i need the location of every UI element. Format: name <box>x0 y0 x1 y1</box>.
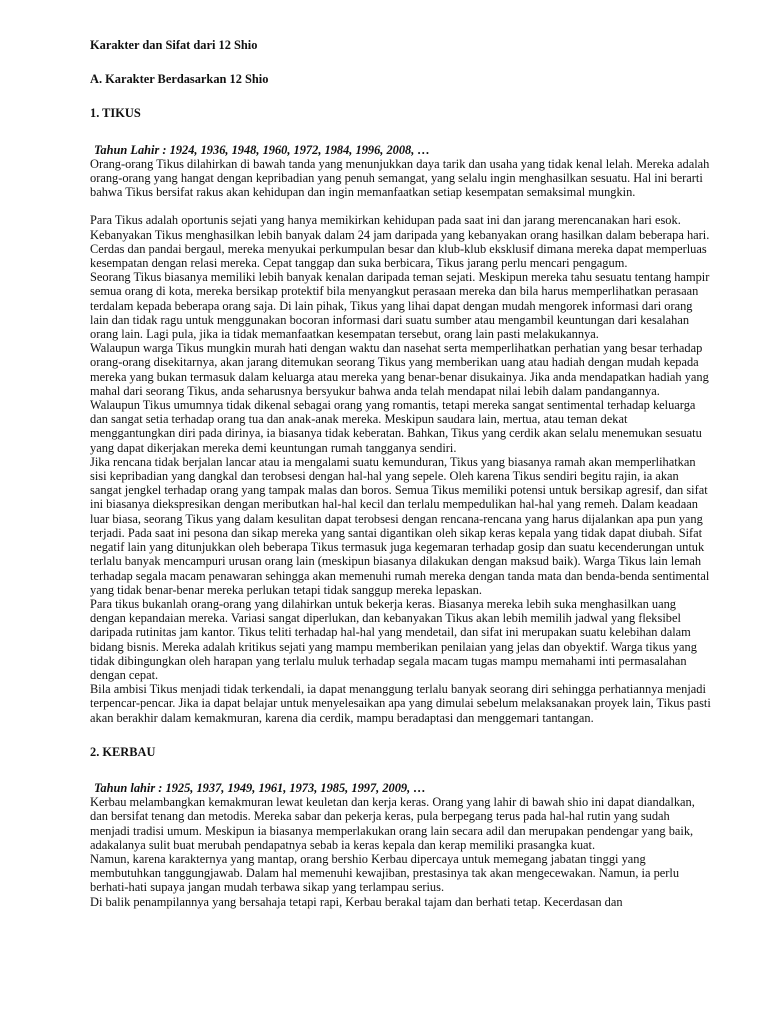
paragraph: Di balik penampilannya yang bersahaja tetapi rapi, Kerbau berakal tajam dan berhati tetap. Kecerdasan dan <box>90 894 623 909</box>
section-heading-tikus: 1. TIKUS <box>90 106 141 121</box>
paragraph: Jika rencana tidak berjalan lancar atau ia mengalami suatu kemunduran, Tikus yang biasanya ramah akan memperlihatkan sisi kepribadian yang dangkal dan terobsesi dengan hal-hal yang sepele. Oleh karena Tikus sendiri begitu rajin, ia akan sangat jengkel terhadap orang yang tampak malas dan boros. Semua Tikus memiliki potensi untuk bersikap agresif, dan sifat ini biasanya diekspresikan dengan meributkan hal-hal kecil dan terlalu mempedulikan hal-hal yang remeh. Dalam keadaan luar biasa, seorang Tikus yang dalam kesulitan dapat terobsesi dengan rencana-rencana yang harus dijalankan apa pun yang terjadi. Pada saat ini pesona dan sikap mereka yang santai digantikan oleh sikap keras kepala yang tidak dapat diubah. Sifat negatif lain yang ditunjukkan oleh beberapa Tikus termasuk juga kegemaran terhadap gosip dan suatu kecenderungan untuk terlalu banyak mencampuri urusan orang lain (meskipun biasanya dilakukan dengan maksud baik). Warga Tikus lain lemah terhadap segala macam penawaran sehingga akan memenuhi rumah mereka dengan tanda mata dan benda-benda sentimental yang tidak benar-benar mereka perlukan tetapi tidak sanggup mereka lepaskan. <box>90 454 710 597</box>
paragraph: Para Tikus adalah oportunis sejati yang hanya memikirkan kehidupan pada saat ini dan jarang merencanakan hari esok. Kebanyakan Tikus menghasilkan lebih banyak dalam 24 jam daripada yang kebanyakan orang hasilkan dalam beberapa hari. Cerdas dan pandai bergaul, mereka menyukai perkumpulan besar dan klub-klub eksklusif dimana mereka dapat memperluas kesempatan dengan relasi mereka. Cepat tanggap dan suka berbicara, Tikus jarang perlu mencari pengagum. <box>90 213 710 271</box>
paragraph: Para tikus bukanlah orang-orang yang dilahirkan untuk bekerja keras. Biasanya mereka lebih suka menghasilkan uang dengan kepandaian mereka. Variasi sangat diperlukan, dan kebanyakan Tikus akan lebih memilih jadwal yang fleksibel daripada rutinitas jam kantor. Tikus teliti terhadap hal-hal yang mendetail, dan sifat ini merupakan suatu kelebihan dalam bidang bisnis. Mereka adalah kritikus sejati yang mampu memberikan penilaian yang jelas dan obyektif. Warga tikus yang tidak dibingungkan oleh harapan yang terlalu muluk terhadap segala macam tugas mampu memahami inti permasalahan dengan cepat. <box>90 596 697 682</box>
paragraph: Seorang Tikus biasanya memiliki lebih banyak kenalan daripada teman sejati. Meskipun mereka tahu sesuatu tentang hampir semua orang di kota, mereka bersikap protektif bila menyangkut perasaan mereka dan bila harus memperlihatkan perasaan terdalam kepada beberapa orang saja. Di lain pihak, Tikus yang lihai dapat dengan mudah mengorek informasi dari orang lain dan tidak ragu untuk menggunakan bocoran informasi dari suatu sumber atau mengambil keuntungan dari kesalahan orang lain. Lagi pula, jika ia tidak memanfaatkan kesempatan tersebut, orang lain pasti melakukannya. <box>90 270 710 342</box>
section-heading-kerbau: 2. KERBAU <box>90 744 156 759</box>
paragraph: Orang-orang Tikus dilahirkan di bawah tanda yang menunjukkan daya tarik dan usaha yang tidak kenal lelah. Mereka adalah orang-orang yang hangat dengan kepribadian yang penuh semangat, yang selalu ingin menghasilkan sesuatu. Hal ini berarti bahwa Tikus bersifat rakus akan kehidupan dan ingin memanfaatkan setiap kesempatan semaksimal mungkin. <box>90 156 710 200</box>
document-subtitle: A. Karakter Berdasarkan 12 Shio <box>90 72 269 87</box>
birth-years-tikus: Tahun Lahir : 1924, 1936, 1948, 1960, 1972, 1984, 1996, 2008, … <box>94 142 430 157</box>
paragraph: Namun, karena karakternya yang mantap, orang bershio Kerbau dipercaya untuk memegang jabatan tinggi yang membutuhkan tanggungjawab. Dalam hal memenuhi kewajiban, prestasinya tak akan mengecewakan. Namun, ia perlu berhati-hati supaya jangan mudah terbawa sikap yang terlampau serius. <box>90 851 680 895</box>
birth-years-kerbau: Tahun lahir : 1925, 1937, 1949, 1961, 1973, 1985, 1997, 2009, … <box>94 780 426 795</box>
document-title: Karakter dan Sifat dari 12 Shio <box>90 38 258 52</box>
paragraph: Walaupun warga Tikus mungkin murah hati dengan waktu dan nasehat serta memperlihatkan perhatian yang besar terhadap orang-orang disekitarnya, akan jarang ditemukan seorang Tikus yang memberikan uang atau hadiah dengan mudah kepada mereka yang bukan termasuk dalam keluarga atau mereka yang benar-benar disukainya. Jika anda mendapatkan hadiah yang mahal dari seorang Tikus, anda seharusnya bersyukur bahwa anda telah mendapat nilai lebih dalam pandangannya. Walaupun Tikus umumnya tidak dikenal sebagai orang yang romantis, tetapi mereka sangat sentimental terhadap keluarga dan sangat setia terhadap orang tua dan anak-anak mereka. Meskipun saudara lain, mertua, atau teman dekat menggantungkan diri pada dirinya, ia biasanya tidak keberatan. Bahkan, Tikus yang cerdik akan selalu menemukan sesuatu yang dapat dikerjakan mereka demi keuntungan rumah tangganya sendiri. <box>90 341 709 455</box>
paragraph: Kerbau melambangkan kemakmuran lewat keuletan dan kerja keras. Orang yang lahir di bawah shio ini dapat diandalkan, dan bersifat tenang dan metodis. Mereka sabar dan pekerja keras, pula berpegang terus pada hal-hal rutin yang sudah menjadi tradisi umum. Meskipun ia biasanya memperlakukan orang lain secara adil dan merupakan pendengar yang baik, adakalanya sulit buat merubah pendapatnya sebab ia keras kepala dan kerap memiliki prasangka kuat. <box>90 795 695 852</box>
paragraph: Bila ambisi Tikus menjadi tidak terkendali, ia dapat menanggung terlalu banyak seorang diri sehingga perhatiannya menjadi terpencar-pencar. Jika ia dapat belajar untuk menyelesaikan apa yang dimulai sebelum melaksanakan proyek lain, Tikus pasti akan berakhir dalam kemakmuran, karena dia cerdik, mampu beradaptasi dan menggemari tantangan. <box>90 682 711 725</box>
